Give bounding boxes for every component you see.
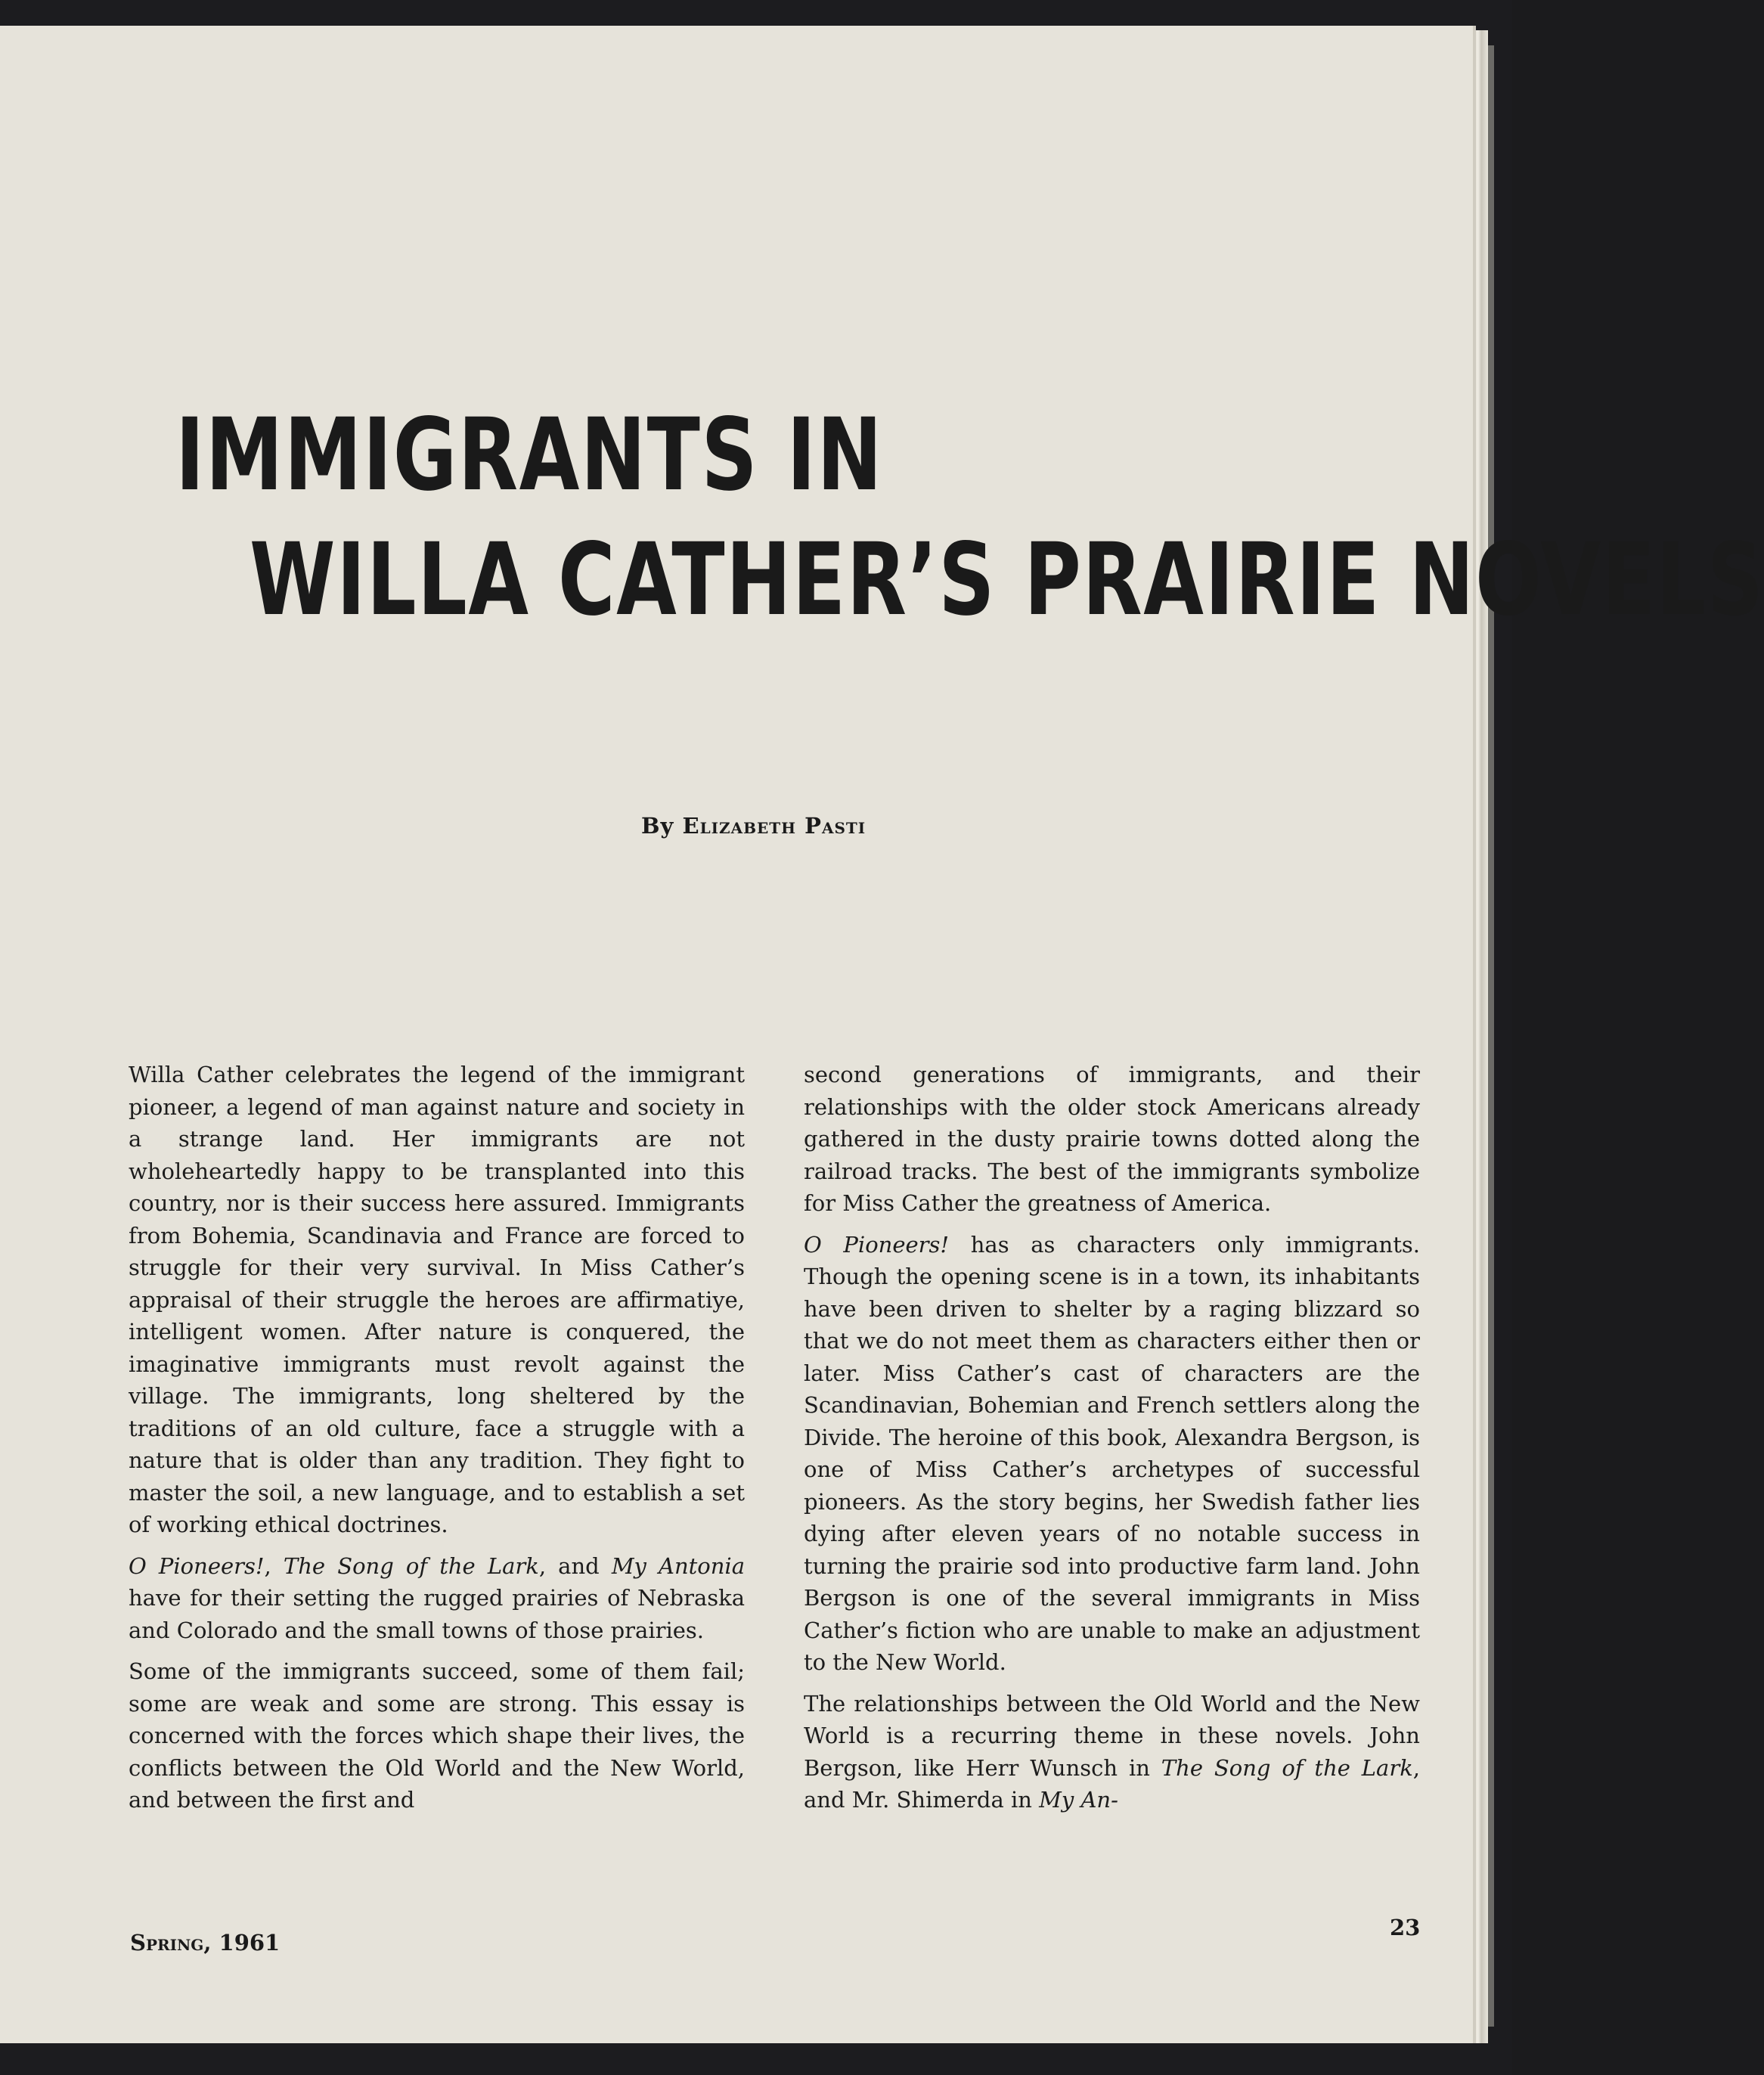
issue-year: , 1961	[203, 1930, 281, 1956]
article-title-line-1: IMMIGRANTS IN	[175, 397, 884, 513]
book-title: The Song of the Lark	[1161, 1754, 1413, 1781]
text-fragment: , and	[538, 1552, 612, 1579]
book-title: O Pioneers!	[804, 1231, 950, 1258]
issue-date	[130, 1930, 280, 1956]
article-byline	[641, 813, 866, 839]
text-fragment: has as characters only immigrants. Though the opening scene is in a town, its inhabitants have been driven to shelter by a raging blizzard so that we do not meet them as characters either then or later. Miss Cather’s cast of characters are the Scandinavian, Bohemian and French settlers along the Divide. The heroine of this book, Alexandra Bergson, is one of Miss Cather’s archetypes of successful pioneers. As the story begins, her Swedish father lies dying after eleven years of no notable success in turning the prairie sod into productive farm land. John Bergson is one of the several immigrants in Miss Cather’s fiction who are unable to make an adjustment to the New World.	[804, 1231, 1420, 1675]
text-fragment: , and Mr. Shimerda in	[804, 1754, 1420, 1813]
book-title: O Pioneers!	[129, 1552, 265, 1579]
right-paragraph-3	[804, 1688, 1420, 1816]
article-title-line-2: WILLA CATHER’S PRAIRIE NOVELS	[250, 522, 1764, 638]
byline-prefix: By	[641, 813, 674, 839]
issue-season: Spring	[130, 1930, 204, 1956]
left-paragraph-2	[129, 1550, 745, 1647]
book-title: My An-	[1039, 1787, 1118, 1813]
book-title: The Song of the Lark	[283, 1552, 539, 1579]
text-fragment: have for their setting the rugged prairies of Nebraska and Colorado and the small towns of those prairies.	[129, 1585, 745, 1643]
book-title: My Antonia	[611, 1552, 745, 1579]
text-fragment: The relationships between the Old World and the New World is a recurring theme in these novels. John Bergson, like Herr Wunsch in	[804, 1690, 1420, 1781]
byline-author: Elizabeth Pasti	[682, 813, 866, 839]
right-paragraph-1: second generations of immigrants, and their relationships with the older stock Americans already gathered in the dusty prairie towns dotted along the railroad tracks. The best of the immigrants symbolize for Miss Cather the greatness of America.	[804, 1062, 1420, 1216]
binding-edge	[1488, 45, 1494, 2027]
page-number: 23	[1390, 1915, 1421, 1940]
left-paragraph-1: Willa Cather celebrates the legend of the immigrant pioneer, a legend of man against nature and society in a strange land. Her immigrants are not wholeheartedly happy to be transplanted into this country, nor is their success here assured. Immigrants from Bohemia, Scandinavia and France are forced to struggle for their very survival. In Miss Cather’s appraisal of their struggle the heroes are affirmatiye, intelligent women. After nature is conquered, the imaginative immigrants must revolt against the village. The immigrants, long sheltered by the traditions of an old culture, face a struggle with a nature that is older than any tradition. They fight to master the soil, a new language, and to establish a set of working ethical doctrines.	[129, 1062, 745, 1537]
left-paragraph-3: Some of the immigrants succeed, some of them fail; some are weak and some are strong. This essay is concerned with the forces which shape their lives, the conflicts between the Old World and the New World, and between the first and	[129, 1658, 745, 1813]
text-fragment: ,	[264, 1552, 284, 1579]
right-paragraph-2	[804, 1229, 1420, 1679]
left-column	[129, 1059, 745, 1825]
right-column	[804, 1059, 1420, 1825]
